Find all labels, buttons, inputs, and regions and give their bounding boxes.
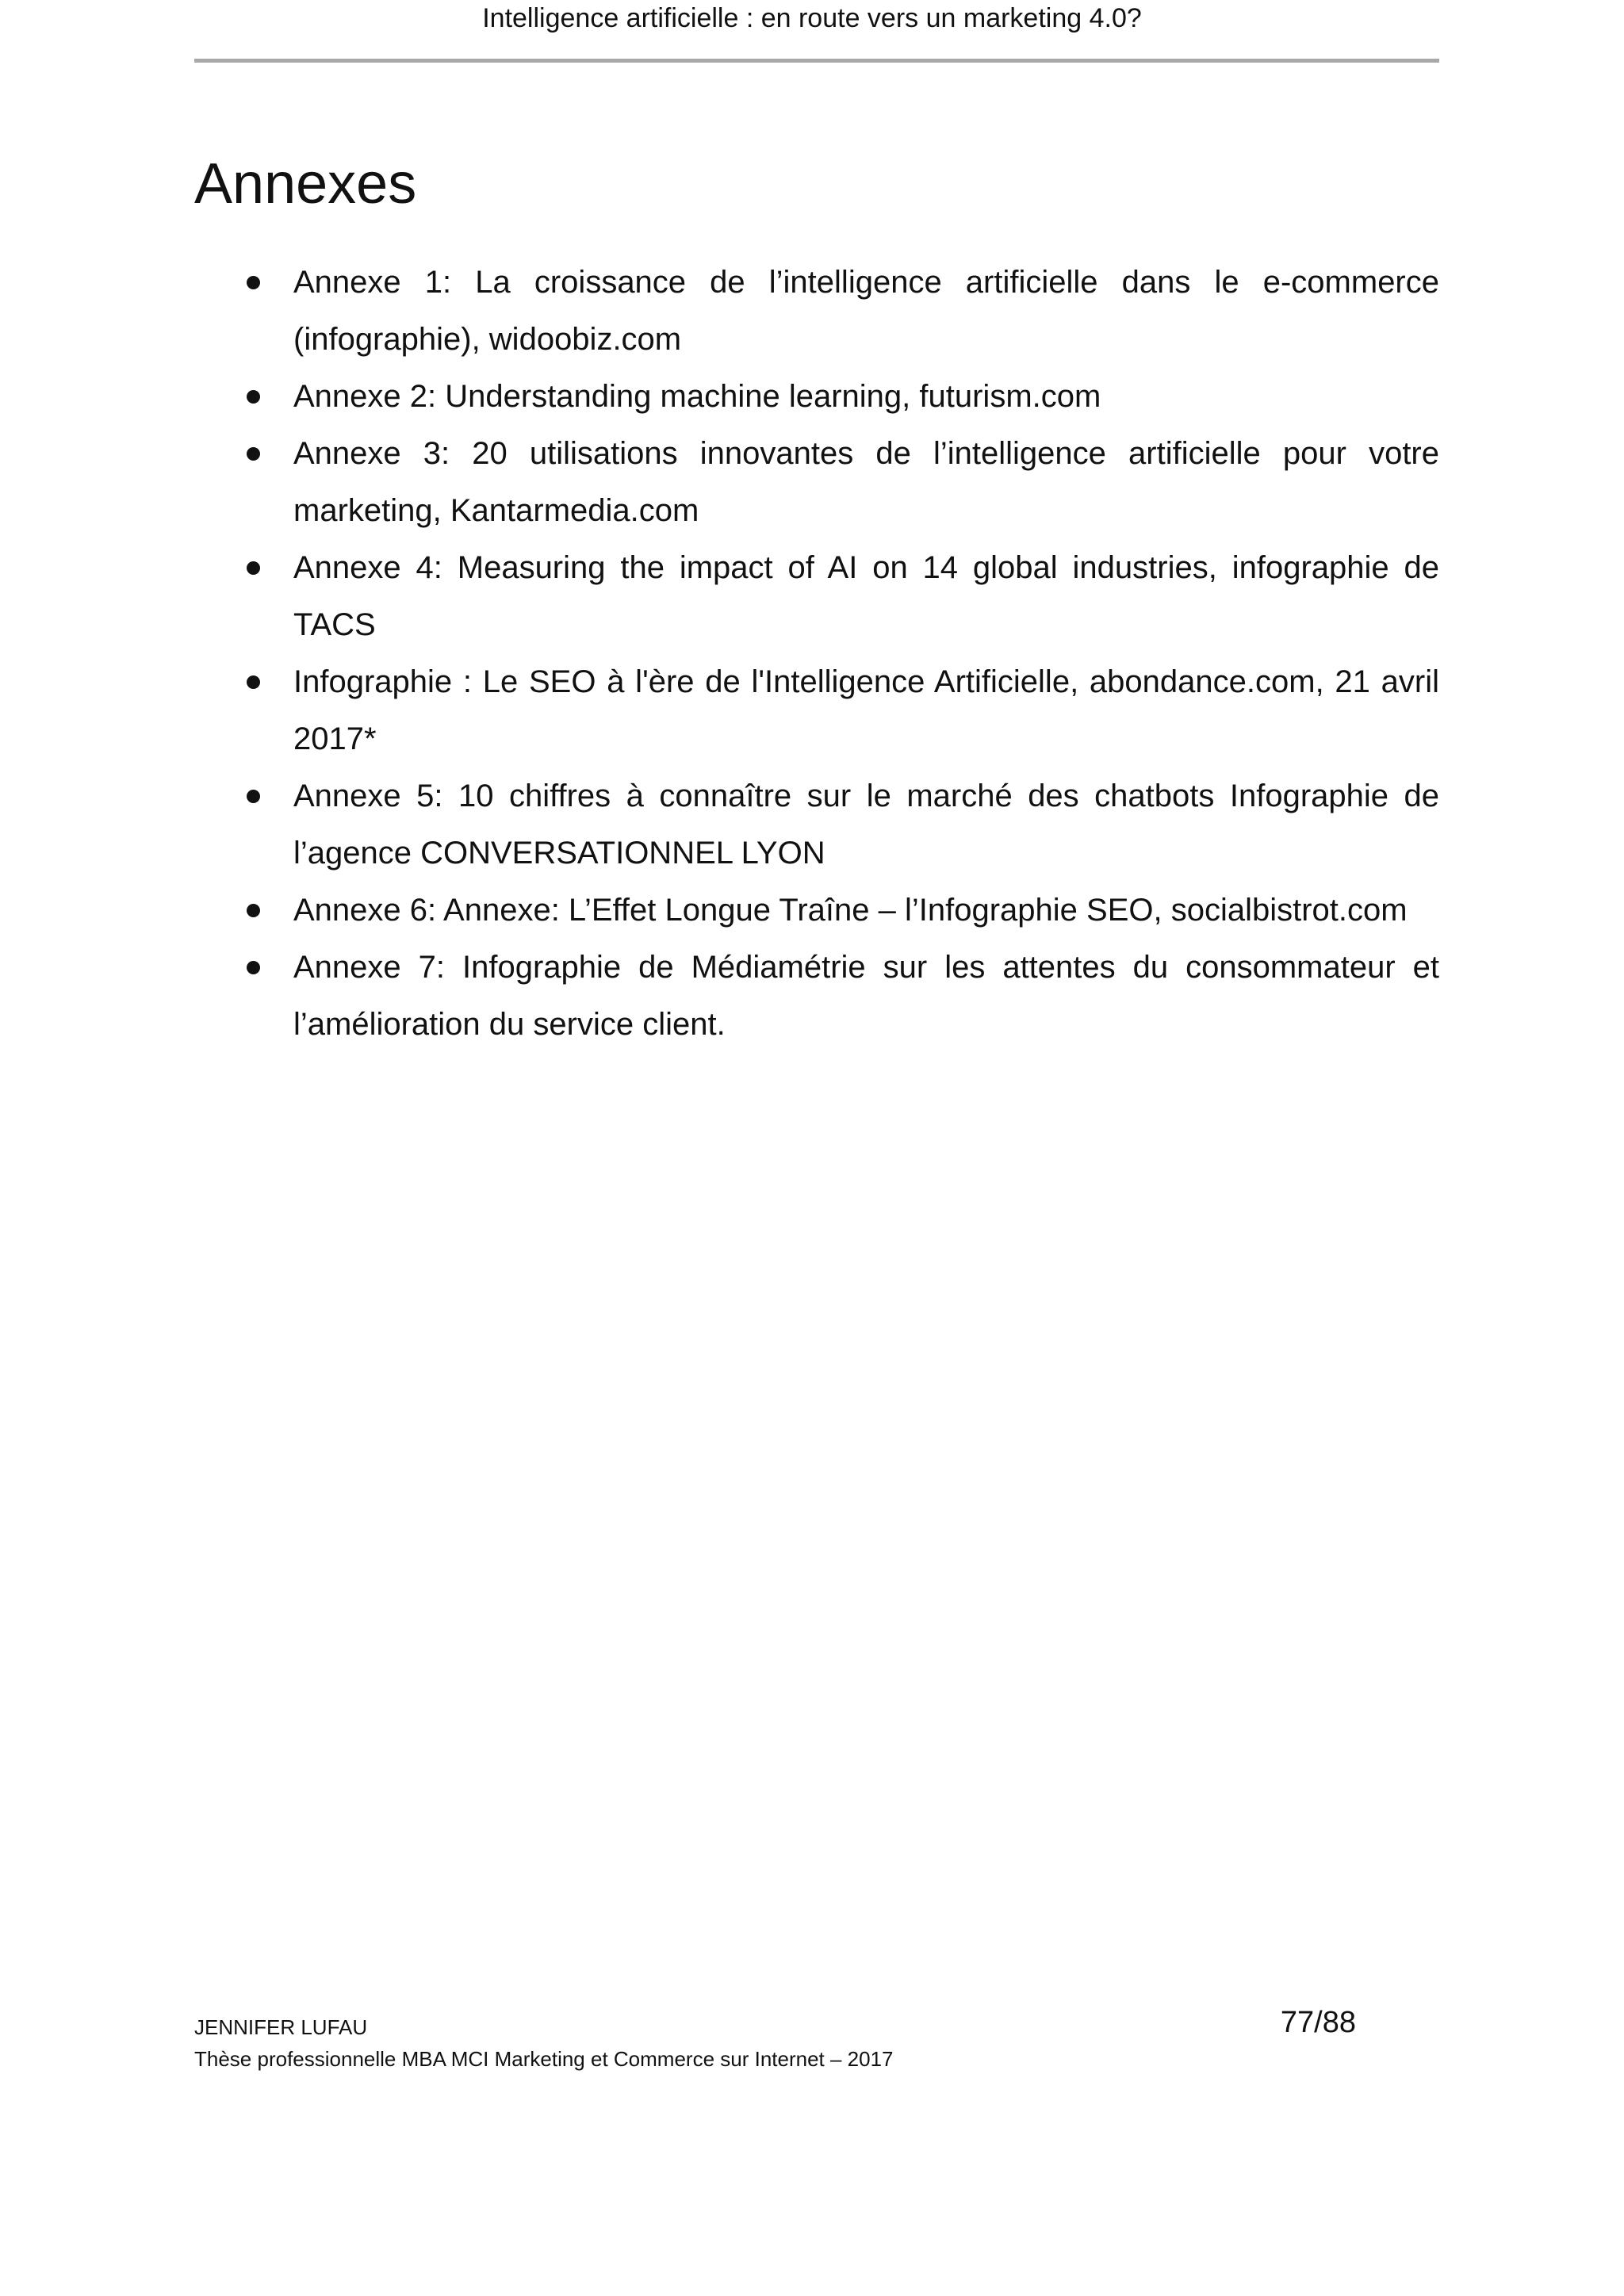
bullet-icon xyxy=(241,254,265,311)
bullet-icon xyxy=(241,368,265,425)
bullet-icon xyxy=(241,539,265,596)
list-item-text: Annexe 2: Understanding machine learning, futurism.com xyxy=(293,379,1101,414)
list-item-text: Annexe 4: Measuring the impact of AI on 14 global industries, infographie de TACS xyxy=(293,550,1439,642)
page-number: 77/88 xyxy=(1280,2006,1356,2039)
list-item-text: Annexe 1: La croissance de l’intelligence artificielle dans le e-commerce (infographie), widoobiz.com xyxy=(293,265,1439,357)
list-item xyxy=(293,653,1439,767)
list-item-text: Annexe 3: 20 utilisations innovantes de l’intelligence artificielle pour votre marketing, Kantarmedia.com xyxy=(293,436,1439,528)
list-item xyxy=(293,767,1439,882)
bullet-icon xyxy=(241,767,265,825)
list-item-text: Annexe 5: 10 chiffres à connaître sur le marché des chatbots Infographie de l’agence CONVERSATIONNEL LYON xyxy=(293,779,1439,871)
header-divider xyxy=(194,59,1439,63)
footer-author: JENNIFER LUFAU xyxy=(194,2015,368,2039)
list-item xyxy=(293,539,1439,653)
bullet-icon xyxy=(241,939,265,996)
list-item xyxy=(293,368,1439,425)
footer-subtitle: Thèse professionnelle MBA MCI Marketing et Commerce sur Internet – 2017 xyxy=(194,2047,894,2071)
annex-list xyxy=(293,254,1439,1053)
list-item-text: Annexe 6: Annexe: L’Effet Longue Traîne – l’Infographie SEO, socialbistrot.com xyxy=(293,893,1408,928)
list-item-text: Annexe 7: Infographie de Médiamétrie sur les attentes du consommateur et l’amélioration du service client. xyxy=(293,950,1439,1042)
list-item xyxy=(293,425,1439,539)
bullet-icon xyxy=(241,882,265,939)
bullet-icon xyxy=(241,425,265,482)
list-item xyxy=(293,254,1439,368)
bullet-icon xyxy=(241,653,265,710)
list-item xyxy=(293,882,1439,939)
page-title: Annexes xyxy=(194,152,417,216)
list-item-text: Infographie : Le SEO à l'ère de l'Intelligence Artificielle, abondance.com, 21 avril 2017* xyxy=(293,664,1439,756)
list-item xyxy=(293,939,1439,1053)
running-header: Intelligence artificielle : en route vers un marketing 4.0? xyxy=(482,3,1142,33)
